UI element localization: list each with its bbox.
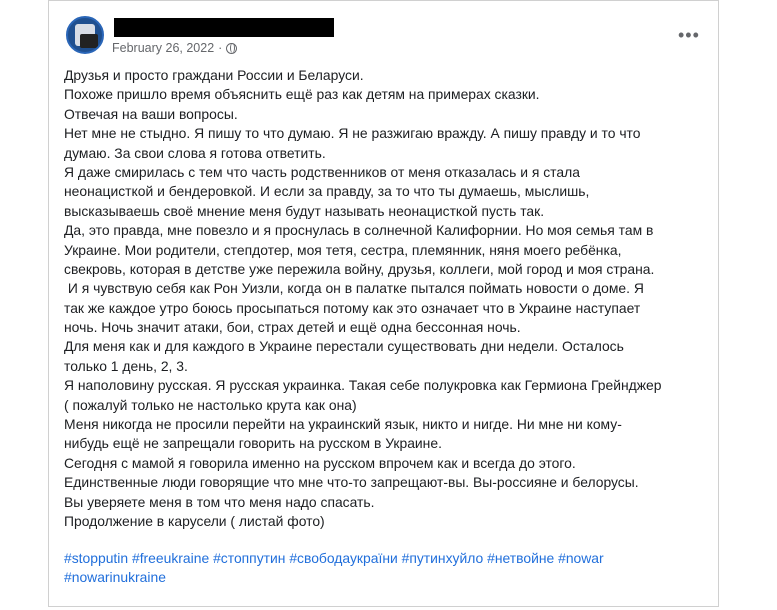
author-name-redacted (114, 18, 334, 37)
hashtags (64, 549, 704, 588)
post-text-line: думаю. За свои слова я готова ответить. (64, 144, 326, 161)
post-text-line: Вы уверяете меня в том что меня надо спасать. (64, 493, 375, 510)
post-text-line: Я наполовину русская. Я русская украинка. Такая себе полукровка как Гермиона Грейнджер (64, 377, 662, 394)
hashtag-line (64, 568, 704, 587)
post-meta (112, 41, 237, 55)
post-text-line: высказываешь своё мнение меня будут называть неонацисткой пусть так. (64, 202, 545, 219)
post-text-line: Нет мне не стыдно. Я пишу то что думаю. Я не разжигаю вражду. А пишу правду и то что (64, 125, 641, 142)
hashtag-link[interactable]: #nowar (558, 550, 604, 566)
post-text-line: Сегодня с мамой я говорила именно на русском впрочем как и всегда до этого. (64, 454, 576, 471)
more-options-icon[interactable]: ••• (678, 25, 700, 45)
post-text-line: ночь. Ночь значит атаки, бои, страх детей и ещё одна бессонная ночь. (64, 319, 521, 336)
post-text-line: Для меня как и для каждого в Украине перестали существовать дни недели. Осталось (64, 338, 624, 355)
post-text-line: Я даже смирилась с тем что часть родственников от меня отказалась и я стала (64, 163, 580, 180)
hashtag-line (64, 549, 704, 568)
post-text-line: Единственные люди говорящие что мне что-то запрещают-вы. Вы-россияне и белорусы. (64, 474, 639, 491)
post-text-line: только 1 день, 2, 3. (64, 357, 188, 374)
avatar-image-detail (80, 34, 98, 48)
post-text-line: так же каждое утро боюсь просыпаться потому как это означает что в Украине наступает (64, 299, 641, 316)
post-text-line: Украине. Мои родители, степдотер, моя тетя, сестра, племянник, няня моего ребёнка, (64, 241, 622, 258)
hashtag-link[interactable]: #нетвойне (487, 550, 555, 566)
globe-icon[interactable] (226, 43, 237, 54)
hashtag-link[interactable]: #freeukraine (131, 550, 210, 566)
post-text-line: Да, это правда, мне повезло и я проснулась в солнечной Калифорнии. Но моя семья там в (64, 222, 654, 239)
post-date[interactable]: February 26, 2022 (112, 41, 215, 55)
post-text-line: Друзья и просто граждани России и Беларуси. (64, 67, 364, 83)
post-text (64, 66, 704, 531)
post-text-line: И я чувствую себя как Рон Уизли, когда он в палатке пытался поймать новости о доме. Я (64, 280, 644, 297)
hashtag-link[interactable]: #nowarinukraine (64, 569, 166, 586)
meta-separator: · (218, 41, 223, 55)
hashtag-link[interactable]: #stopputin (64, 550, 129, 566)
post-text-line: неонацисткой и бендеровкой. И если за правду, за то что ты думаешь, мыслишь, (64, 183, 590, 200)
post-text-line: Отвечая на ваши вопросы. (64, 105, 238, 122)
post-text-line: Похоже пришло время объяснить ещё раз как детям на примерах сказки. (64, 86, 540, 103)
post-text-line: Меня никогда не просили перейти на украинский язык, никто и нигде. Ни мне ни кому- (64, 416, 622, 433)
hashtag-link[interactable]: #стоппутин (213, 550, 286, 566)
post-text-line: свекровь, которая в детстве уже пережила войну, друзья, коллеги, мой город и моя страна. (64, 260, 655, 277)
hashtag-link[interactable]: #свободаукраїни (289, 550, 398, 566)
hashtag-link[interactable]: #путинхуйло (401, 550, 484, 566)
post-text-line: нибудь ещё не запрещали говорить на русском в Украине. (64, 435, 442, 452)
avatar[interactable] (66, 16, 104, 54)
post-text-line: Продолжение в карусели ( листай фото) (64, 512, 325, 529)
post-text-line: ( пожалуй только не настолько крута как она) (64, 396, 357, 413)
